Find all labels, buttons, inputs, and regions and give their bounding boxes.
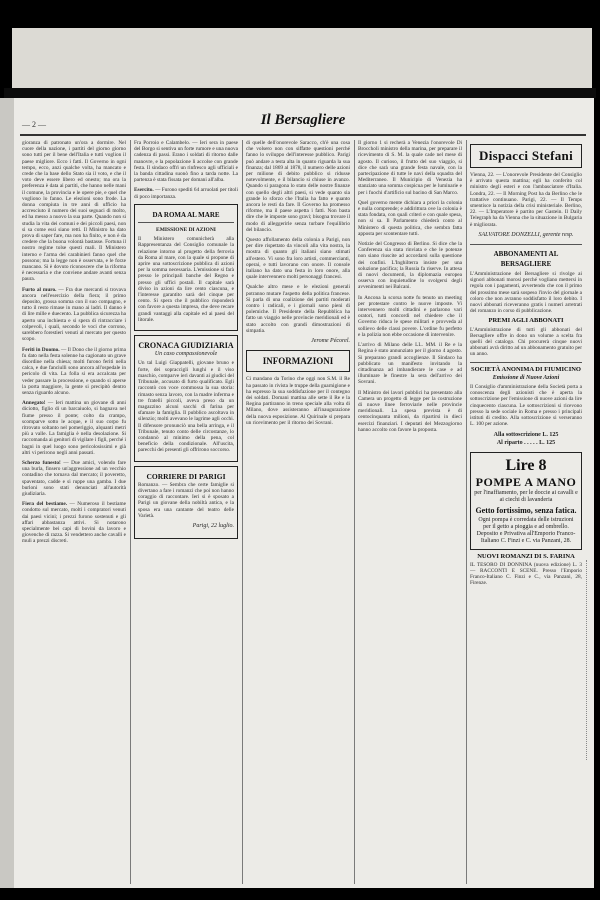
- article-text: di quelle dell'onorevole Saracco, ch'è una cosa che volsero non con siffatte questioni perché fanno lo sviluppo dell'interesse pubblico. Parigi può andare a testa alta in quanto riguarda la sua finanza; dal 1869 al 1878, il numero delle azioni per milione di debito pubblico si ridusse notevolmente, e il bilancio si chiuse in avanzo. Quando si paragona lo stato delle nostre finanze con quello degli altri paesi, si vede quanto sia grande lo sforzo che l'Italia ha fatto e quanto ancora le resti da fare. Il Governo ha promesso riforme, ma il paese aspetta i fatti. Non basta dire che le imposte sono gravi; bisogna trovare il modo di alleggerirle senza turbare l'equilibrio del bilancio.: [246, 140, 350, 233]
- binding-stitch: [586, 560, 595, 760]
- article-text: — Due amici, volendo fare una burla, finsero un'aggressione ad un vecchio contadino che tornava dal mercato; il poveretto, spaventato, cadde e si ruppe una gamba. I due burloni sono stati denunciati all'autorità giudiziaria.: [22, 459, 126, 497]
- novels-text: IL TESORO DI DONNINA (nuova edizione) L. 3 — RACCONTI E SCENE. Presso l'Emporio Franco-Italiano C. Finzi e C., via Panzani, 28, Firenze.: [470, 561, 582, 587]
- article-heading: Scherzo funesto!: [22, 459, 61, 466]
- section-title: DA ROMA AL MARE: [152, 210, 220, 219]
- article-signature: Parigi, 22 luglio.: [192, 522, 234, 529]
- article-text: Il Ministero comunicherà alla Rappresentanza del Consiglio comunale la relazione intorno al progetto della ferrovia da Roma al mare, con la quale si propone di aprire una sottoscrizione pubblica di azioni per la somma necessaria. L'emissione si farà presso le principali banche del Regno e presso gli uffici postali. Il capitale sarà diviso in azioni da lire cento ciascuna, e l'interesse garantito sarà del cinque per cento. Si spera che il pubblico risponderà con favore a questa impresa, che deve recare grandi vantaggi alla capitale ed ai paesi del litorale.: [138, 236, 234, 323]
- ad-title: POMPE A MANO: [475, 474, 577, 489]
- column-rule: [130, 140, 131, 884]
- company-figure: Alla sottoscrizione L. 125: [493, 431, 559, 438]
- binding-margin: [0, 98, 14, 888]
- section-box: [134, 335, 238, 461]
- novels-title: NUOVI ROMANZI DI S. FARINA: [477, 552, 575, 560]
- article-heading: Feriti in Duomo.: [22, 346, 60, 353]
- company-figure: Al riparto . . . . . L. 125: [496, 439, 556, 446]
- article-text: Qualche altro mese e le elezioni generali potranno mutare l'aspetto della politica francese. Si parla di una coalizione dei partiti moderati contro i radicali, e i giornali sono pieni di polemiche. Il Presidente della Repubblica ha fatto un viaggio nelle provincie meridionali ed è stato accolto con grandi dimostrazioni di simpatia.: [246, 284, 350, 334]
- article-text: Il giorno 1 si recherà a Venezia l'onorevole Di Broccholi ministro della marina, per preparare il ricevimento di S. M. la quale cade nel mese di agosto. Il curioso, il frutto del suo viaggio, si dice che sarà una grande festa navale, con la partecipazione di tutte le navi della squadra del Mediterraneo. Il Municipio di Venezia ha stanziato una somma cospicua per le luminarie e per i fuochi d'artificio sul bacino di San Marco.: [358, 140, 462, 196]
- page-header: [20, 112, 586, 136]
- article-text: Un tal Luigi Giappatelli, giovane bruno e forte, dei sopraccigli lunghi e il viso maschio, comparve ieri davanti ai giudici del Tribunale, accusato di furto qualificato. Egli raccontò con voce commossa la sua storia: rimasto senza lavoro, con la madre inferma e tre fratelli piccoli, aveva preso da un magazzino alcuni sacchi di farina per sfamare la famiglia. Il pubblico ascoltava in silenzio; molti avevano le lagrime agli occhi. Il difensore pronunciò una bella arringa, e il Tribunale, tenuto conto delle circostanze, lo condannò al minimo della pena, col beneficio della condizionale. All'uscita, parecchi dei presenti gli offrirono soccorso.: [138, 360, 234, 454]
- company-subtitle: Emissione di Nuove Azioni: [492, 374, 560, 381]
- scan-dark-band: [4, 88, 596, 98]
- column-3: [246, 140, 350, 884]
- section-divider: [138, 222, 234, 223]
- article-heading: Fiera del bestiame.: [22, 501, 68, 508]
- article-heading: Esercito.: [134, 187, 154, 194]
- article-text: — Numeroso il bestiame condotto sul mercato, molti i compratori venuti dai paesi vicini; i prezzi furono sostenuti e gli affari abbastanza attivi. Si notarono specialmente bei capi di bovini da lavoro e giovenche di razza. Si vendettero anche cavalli e muli a prezzi discreti.: [22, 501, 126, 545]
- ad-line: Ogni pompa è corredata delle istruzioni per il getto a pioggia e ad ombrello. Deposito e Privativa all'Emporio Franco-Italiano C. Finzi e C. via Panzani, 28.: [476, 516, 576, 544]
- section-box: [134, 204, 238, 331]
- article-text: Il Ministro dei lavori pubblici ha presentato alla Camera un progetto di legge per la costruzione di nuove linee ferroviarie nelle provincie meridionali. La spesa prevista è di centocinquanta milioni, da ripartirsi in dieci esercizi finanziari. I deputati del Mezzogiorno hanno accolto con favore la proposta.: [358, 389, 462, 433]
- dispatch-text: Vienna, 22. — L'onorevole Presidente del Consiglio è arrivato questa mattina; egli ha conferito col ministro degli esteri e con l'ambasciatore d'Italia. Londra, 22. — Il Morning Post ha da Berlino che le trattative continuano. Parigi, 22. — Il Temps smentisce la notizia della crisi ministeriale. Berlino, 22. — L'Imperatore è partito per Gastein. Il Daily Telegraph ha da Vienna che la situazione in Bulgaria è migliorata.: [470, 172, 582, 228]
- newspaper-title: Il Bersagliere: [260, 112, 346, 128]
- article-text: Quel governo mente dichiara a priori la colonia e nulla comprende; e addirittura ove la colonia è stata fondata, con quali criteri e con quale spesa, non si sa. Il Parlamento chiederà conto al Ministero di questa politica, che sembra fatta apposta per scontentare tutti.: [358, 199, 462, 237]
- ad-price: Lire 8: [505, 456, 547, 474]
- section-title: INFORMAZIONI: [262, 356, 334, 367]
- article-text: Questo affollamento della colonia a Parigi, non per dire rispettato da vincoli alla vita nostra, la mostra di quanto gli italiani siano stimati all'estero. Vi sono fra loro artisti, commercianti, operai, e tutti lavorano con onore. Il console italiano ha dato una festa in loro onore, alla quale intervennero molti personaggi francesi.: [246, 237, 350, 281]
- dispatch-box: [470, 144, 582, 168]
- section-divider: [470, 362, 582, 363]
- column-4: [358, 140, 462, 884]
- section-subtitle: Un caso compassionevole: [154, 351, 218, 358]
- article-text: gioranza di patronato un'ora a dormire. Nel cuore della nazione, i partiti del giorno giorno sono tutti per il bene dell'Italia e tutti voglion il paese migliore. Ecco i fatti. Il Governo in ogni tempo, ecco, anzi qualche volta, ha mancato e crede che la base dello Stato sia il voto, e che il voto deve essere libero ed onesto; ma ora la preferenza è data ai partiti, che hanno nelle mani il comune, la provincia e le opere pie, e quel che vogliono lo fanno. Le elezioni sono frode. La donna compiuta in tre anni di ufficio ha accresciuto il numero dei suoi seguaci di molto, ed ha messo a nuovo la sua parte. Quando non si studia la vita dei comuni e dei piccoli paesi, non si sa come essi siano retti. Il Ministro ha dato prova di saper fare, ma non ha finito, e non è da credere che la buona volontà bastasse. Fortuna il nostro regime tolse questi mali. Il Ministero interno e l'arma dei carabinieri fanno quel che possono; ma la legge non è osservata, e le forze mancano. Si è dovuto riconoscere che la riforma è necessaria e che conviene andare avanti senza paura.: [22, 140, 126, 283]
- column-rule: [242, 140, 243, 884]
- company-title: SOCIETÀ ANONIMA DI FIUMICINO: [471, 365, 581, 373]
- article-text: — Il Dono che il giorno prima fu dato nella festa solenne ha cagionato un grave disordine nella chiesa; molti furono feriti nella calca, e due fanciulli sono ancora all'ospedale in pericolo di vita. La folla si era accalcata per veder passare la processione, e quando si aperse la porta maggiore, la gente si precipitò dentro senza riguardo alcuno.: [22, 346, 126, 396]
- scan-edge-strip: [12, 28, 592, 92]
- article-text: Fra Porroio e Calambelo. — Ieri sera in paese del Borgo si sentiva un forte rumore e una nuova cadenza di passi. Erano i soldati di ritorno dalle manovre, e la popolazione li accolse con grande festa. Il sindaco offrì un rinfresco agli ufficiali e la banda cittadina suonò fino a tarda notte. La partenza è stata fissata per domani all'alba.: [134, 140, 238, 184]
- article-text: — Fra due mercanti si trovava ancora nell'esercizio della fiera; il primo deposito, grossa somma con il suo compagno, e tutto il resto rimase in mano ai ladri. Il danno è di lire mille e duecento. La pubblica sicurezza ha aperto una inchiesta e si spera di rintracciare i colpevoli, i quali, secondo le voci che corrono, sarebbero forestieri venuti al mercato per questo scopo.: [22, 286, 126, 343]
- article-heading: Annegato!: [22, 400, 46, 407]
- advertisement-box: [470, 452, 582, 550]
- dispatch-title: Dispacci Stefani: [479, 148, 573, 163]
- article-text: L'arrivo di Milano delle LL. MM. il Re e la Regina è stato annunziato per il giorno 4 agosto. Si preparano grandi accoglienze. Il Sindaco ha pubblicato un manifesto invitando la cittadinanza ad imbandierare le case e ad illuminare le finestre la sera dell'arrivo dei Sovrani.: [358, 342, 462, 386]
- article-heading: Furto al muro.: [22, 286, 57, 293]
- subscription-text: L'Amministrazione del Bersagliere si rivolge ai signori abbonati morosi perché vogliano mettersi in regola con i pagamenti, avvertendo che con il primo del prossimo mese sarà sospeso l'invio del giornale a coloro che non avranno soddisfatto il loro debito. I nuovi abbonati riceveranno gratis i numeri arretrati del romanzo in corso di pubblicazione.: [470, 271, 582, 315]
- premium-title: PREMI AGLI ABBONATI: [488, 317, 564, 325]
- column-rule: [466, 140, 467, 884]
- page-folio: — 2 —: [22, 120, 46, 129]
- article-text: — Ieri mattina un giovane di anni diciotto, figlio di un barcaiuolo, si bagnava nel fiume presso il ponte; colto da crampo, scomparve sotto le acque, e il suo corpo fu ritrovato soltanto nel pomeriggio, alquanti metri più a valle. La famiglia è nella desolazione. Si raccomanda ai genitori di vigilare i figli, perché i bagni in quel luogo sono pericolosissimi e già altri vi perirono negli anni passati.: [22, 400, 126, 456]
- section-title: CORRIERE DI PARIGI: [146, 471, 226, 481]
- publisher-line: SALVATORE DONZELLI, gerente resp.: [478, 231, 574, 238]
- section-box: [134, 466, 238, 540]
- section-divider: [470, 244, 582, 245]
- ad-tagline: Getto fortissimo, senza fatica.: [475, 505, 577, 515]
- column-2: [134, 140, 238, 884]
- article-text: Romanzo. — Sembra che certe famiglie si divertano a fare i romanzi che poi non hanno coraggio di raccontare. Ieri si è sposato a Parigi un giovane della nobiltà antica, e la sposa era una cantante del teatro delle Varietà.: [138, 481, 234, 519]
- column-1: [22, 140, 126, 884]
- article-signature: Jerome Pécorel.: [311, 338, 350, 345]
- section-subtitle: EMISSIONE DI AZIONI: [156, 227, 216, 234]
- section-box: [246, 350, 350, 372]
- column-rule: [354, 140, 355, 884]
- premium-text: L'Amministrazione di tutti gli abbonati del Bersagliere offre in dono un volume a scelta fra quelli del catalogo. Chi procurerà cinque nuovi abbonati avrà diritto ad un abbonamento gratuito per un anno.: [470, 326, 582, 358]
- ad-line: per l'inaffiamento, per le doccie ai cavalli e ai ciechi di lavanderia: [474, 489, 578, 503]
- article-text: — Furono spediti 64 arruolati per titoli di poco importanza.: [134, 187, 238, 200]
- column-5: [470, 140, 582, 884]
- section-title: CRONACA GIUDIZIARIA: [138, 341, 234, 351]
- company-text: Il Consiglio d'amministrazione della Società porta a conoscenza degli azionisti che è aperta la sottoscrizione per l'emissione di nuove azioni da lire cinquecento ciascuna. Le sottoscrizioni si ricevono presso la sede sociale in Roma e presso i principali istituti di credito. Alla sottoscrizione si verseranno L. 100 per azione.: [470, 384, 582, 428]
- article-text: In Ancona la scorsa notte fu tenuto un meeting per protestare contro le nuove imposte. Vi intervennero molti cittadini e parlarono vari oratori, tutti concordi nel chiedere che il Governo riduca le spese militari e provveda al sollievo delle classi povere. L'ordine fu perfetto e la polizia non ebbe occasione di intervenire.: [358, 294, 462, 338]
- article-text: Ci mandano da Torino che oggi non S.M. il Re ha passato in rivista le truppe della guarnigione e ha espresso la sua soddisfazione per il contegno dei soldati. Domani mattina alle sette il Re e la Regina partiranno in treno speciale alla volta di Milano, dove assisteranno all'inaugurazione della nuova esposizione. Al Quirinale si prepara un ricevimento per il ritorno dei Sovrani.: [246, 376, 350, 426]
- article-text: Notizie del Congresso di Berlino. Si dice che la Conferenza sia stata rinviata e che le potenze non siano riuscite ad accordarsi sulla questione dei confini. L'Inghilterra insiste per una soluzione pacifica; la Russia fa riserve. In attesa di nuovi documenti, la diplomazia europea osserva con inquietudine lo svolgersi degli avvenimenti nei Balcani.: [358, 241, 462, 291]
- subscription-title: ABBONAMENTI AL BERSAGLIERE: [493, 250, 559, 269]
